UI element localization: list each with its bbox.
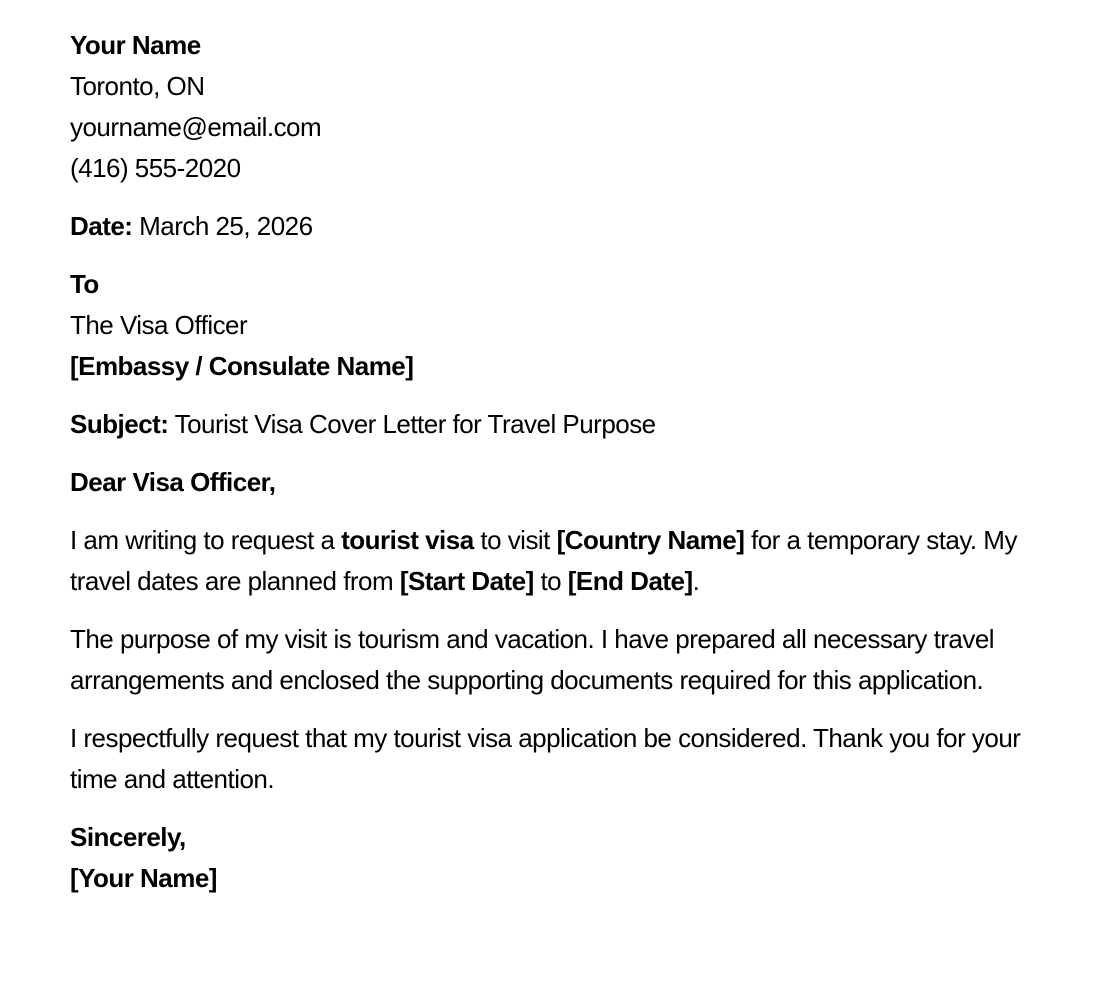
date-value: March 25, 2026 — [139, 211, 313, 241]
subject-value: Tourist Visa Cover Letter for Travel Purpose — [174, 409, 656, 439]
salutation: Dear Visa Officer, — [70, 467, 276, 497]
closing-word: Sincerely, — [70, 822, 186, 852]
recipient-title: The Visa Officer — [70, 310, 248, 340]
placeholder-country-name: [Country Name] — [556, 525, 745, 555]
text-segment: . — [692, 566, 700, 596]
sender-block — [70, 25, 1062, 189]
placeholder-start-date: [Start Date] — [399, 566, 534, 596]
sender-phone: (416) 555-2020 — [70, 153, 241, 183]
subject-label: Subject: — [70, 409, 169, 439]
date-label: Date: — [70, 211, 133, 241]
closing-block — [70, 817, 1062, 899]
recipient-block — [70, 264, 1062, 387]
paragraph-purpose — [70, 619, 1062, 701]
text-segment: I respectfully request that my tourist visa application be considered. Thank you for your time and attention. — [70, 723, 1021, 794]
text-segment: The purpose of my visit is tourism and vacation. I have prepared all necessary travel arrangements and enclosed the supporting documents required for this application. — [70, 624, 995, 695]
to-label: To — [70, 269, 99, 299]
placeholder-end-date: [End Date] — [567, 566, 693, 596]
text-segment: to visit — [473, 525, 557, 555]
date-line — [70, 206, 1062, 247]
placeholder-signature-name: [Your Name] — [70, 863, 217, 893]
text-segment: I am writing to request a — [70, 525, 342, 555]
text-segment: for a temporary stay. My travel dates are planned from — [70, 525, 1017, 596]
placeholder-embassy-name: [Embassy / Consulate Name] — [70, 351, 414, 381]
sender-email: yourname@email.com — [70, 112, 322, 142]
subject-line — [70, 404, 1062, 445]
bold-tourist-visa: tourist visa — [341, 525, 474, 555]
text-segment: to — [533, 566, 568, 596]
paragraph-closing-request — [70, 718, 1062, 800]
paragraph-request — [70, 520, 1062, 602]
sender-city: Toronto, ON — [70, 71, 205, 101]
sender-name: Your Name — [70, 30, 201, 60]
